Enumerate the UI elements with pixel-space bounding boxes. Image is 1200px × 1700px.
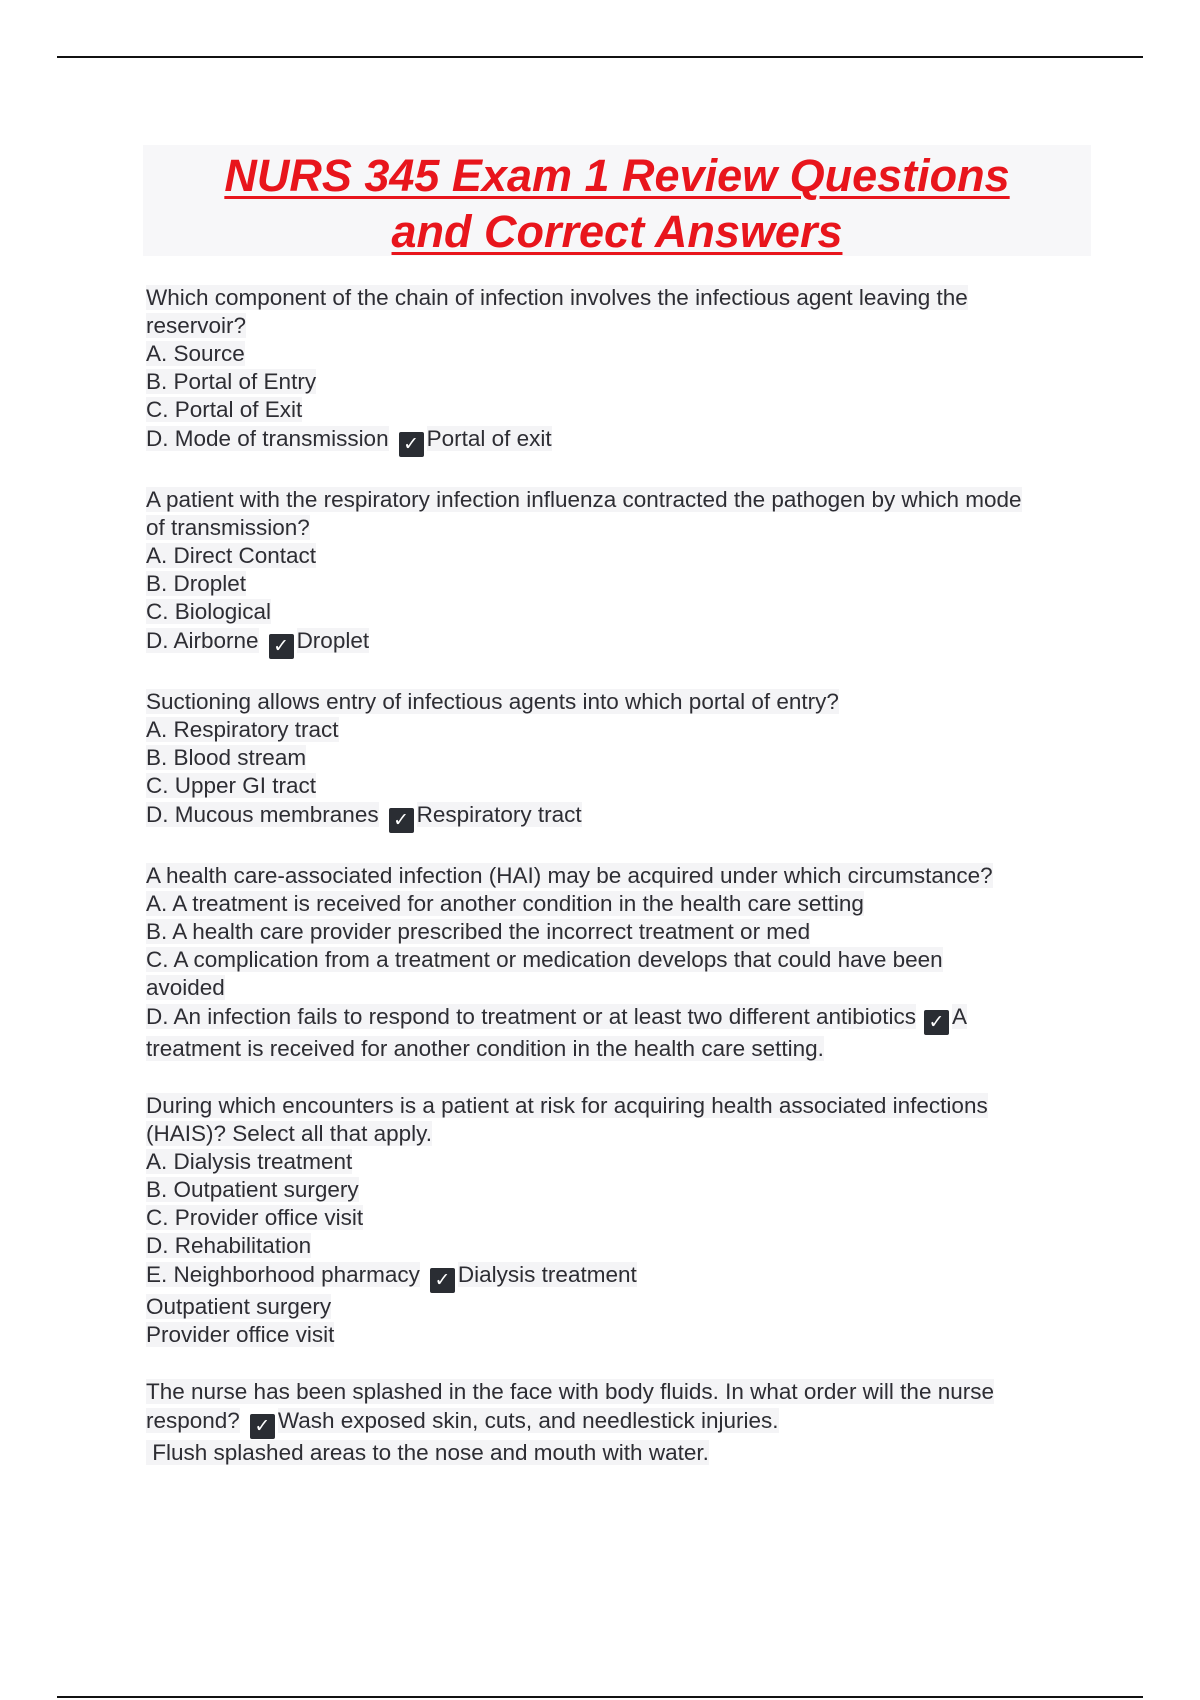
question-1-stem-cont: reservoir?: [146, 313, 247, 338]
check-icon: ✓: [250, 1414, 275, 1439]
bottom-rule: [57, 1696, 1143, 1698]
question-5-option-e: E. Neighborhood pharmacy: [146, 1262, 420, 1287]
question-5-answer: Dialysis treatment: [457, 1262, 637, 1287]
question-3-answer: Respiratory tract: [416, 802, 582, 827]
question-5-option-b: B. Outpatient surgery: [146, 1177, 359, 1202]
question-2-option-c: C. Biological: [146, 599, 272, 624]
check-icon: ✓: [399, 432, 424, 457]
questions-list: [146, 284, 1096, 1496]
question-5-option-d: D. Rehabilitation: [146, 1233, 312, 1258]
question-3-option-b: B. Blood stream: [146, 745, 307, 770]
question-4-option-c: C. A complication from a treatment or medication develops that could have been: [146, 947, 943, 972]
question-5-answer-2: Outpatient surgery: [146, 1294, 332, 1319]
question-4-option-a: A. A treatment is received for another condition in the health care setting: [146, 891, 864, 916]
question-6-stem-cont: respond?: [146, 1408, 240, 1433]
question-3-option-c: C. Upper GI tract: [146, 773, 317, 798]
question-3-stem: Suctioning allows entry of infectious agents into which portal of entry?: [146, 689, 839, 714]
check-icon: ✓: [430, 1268, 455, 1293]
question-6: [146, 1378, 1096, 1467]
check-icon: ✓: [924, 1010, 949, 1035]
question-5: [146, 1092, 1096, 1349]
question-5-answer-3: Provider office visit: [146, 1322, 335, 1347]
check-icon: ✓: [269, 634, 294, 659]
check-icon: ✓: [389, 808, 414, 833]
question-4-stem: A health care-associated infection (HAI) may be acquired under which circumstance?: [146, 863, 993, 888]
top-rule: [57, 56, 1143, 58]
question-4-answer-cont: treatment is received for another condition in the health care setting.: [146, 1036, 824, 1061]
question-6-answer: Wash exposed skin, cuts, and needlestick injuries.: [277, 1408, 779, 1433]
question-5-option-a: A. Dialysis treatment: [146, 1149, 353, 1174]
question-3-option-d: D. Mucous membranes: [146, 802, 379, 827]
question-1-stem: Which component of the chain of infection involves the infectious agent leaving the: [146, 285, 968, 310]
question-1-answer: Portal of exit: [426, 426, 552, 451]
question-2: [146, 486, 1096, 659]
question-1-option-a: A. Source: [146, 341, 245, 366]
question-4-answer: A: [952, 1004, 968, 1029]
question-2-option-a: A. Direct Contact: [146, 543, 317, 568]
question-1-option-d: D. Mode of transmission: [146, 426, 389, 451]
question-5-stem: During which encounters is a patient at risk for acquiring health associated infections: [146, 1093, 988, 1118]
question-4-option-d: D. An infection fails to respond to treatment or at least two different antibiotics: [146, 1004, 916, 1029]
question-4-option-b: B. A health care provider prescribed the incorrect treatment or med: [146, 919, 811, 944]
question-1-option-c: C. Portal of Exit: [146, 397, 303, 422]
question-3: [146, 688, 1096, 833]
question-2-option-b: B. Droplet: [146, 571, 247, 596]
question-5-stem-cont: (HAIS)? Select all that apply.: [146, 1121, 432, 1146]
question-5-option-c: C. Provider office visit: [146, 1205, 364, 1230]
question-1: [146, 284, 1096, 457]
title-line-1: NURS 345 Exam 1 Review Questions: [224, 150, 1010, 201]
question-2-stem: A patient with the respiratory infection influenza contracted the pathogen by which mode: [146, 487, 1022, 512]
question-6-stem: The nurse has been splashed in the face with body fluids. In what order will the nurse: [146, 1379, 994, 1404]
question-3-option-a: A. Respiratory tract: [146, 717, 339, 742]
question-2-answer: Droplet: [296, 628, 370, 653]
question-2-option-d: D. Airborne: [146, 628, 259, 653]
title-line-2: and Correct Answers: [391, 206, 843, 257]
question-2-stem-cont: of transmission?: [146, 515, 310, 540]
question-1-option-b: B. Portal of Entry: [146, 369, 317, 394]
question-4: [146, 862, 1096, 1063]
question-6-answer-cont: Flush splashed areas to the nose and mouth with water.: [146, 1440, 709, 1465]
document-title: [143, 145, 1091, 256]
question-4-option-c-cont: avoided: [146, 975, 225, 1000]
